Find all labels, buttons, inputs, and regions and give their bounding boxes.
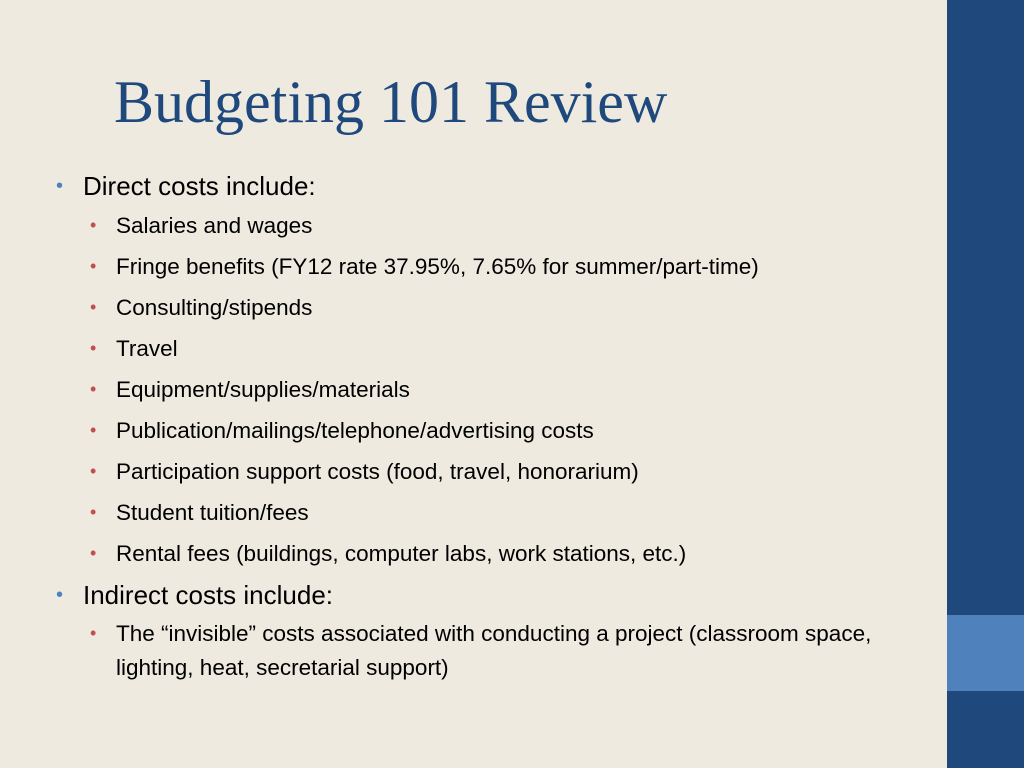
sub-bullet-consulting: [88, 290, 935, 326]
sub-bullet-invisible-costs: [88, 617, 926, 685]
sub-bullet-text: The “invisible” costs associated with conducting a project (classroom space, lighting, heat, secretarial support): [116, 621, 872, 680]
sub-bullet-text: Equipment/supplies/materials: [116, 377, 410, 402]
sub-bullet-text: Publication/mailings/telephone/advertising costs: [116, 418, 594, 443]
slide-title: Budgeting 101 Review: [114, 69, 668, 135]
sub-bullet-participation: [88, 454, 935, 490]
bullet-text: Indirect costs include:: [83, 580, 334, 610]
sub-bullet-rental: [88, 536, 935, 572]
sub-bullet-text: Travel: [116, 336, 178, 361]
bullet-icon: •: [56, 584, 64, 606]
bullet-icon: •: [90, 543, 97, 563]
sub-bullet-text: Fringe benefits (FY12 rate 37.95%, 7.65% for summer/part-time): [116, 254, 759, 279]
slide-content: [55, 168, 935, 690]
bullet-icon: •: [56, 175, 64, 197]
bullet-indirect-costs: [55, 577, 935, 613]
sub-bullet-text: Participation support costs (food, travel, honorarium): [116, 459, 639, 484]
bullet-icon: •: [90, 297, 97, 317]
bullet-icon: •: [90, 623, 97, 643]
sub-bullet-salaries: [88, 208, 935, 244]
sub-bullet-text: Consulting/stipends: [116, 295, 313, 320]
sub-bullet-fringe: [88, 249, 935, 285]
bullet-icon: •: [90, 256, 97, 276]
sub-bullet-text: Student tuition/fees: [116, 500, 309, 525]
sub-bullet-tuition: [88, 495, 935, 531]
bullet-icon: •: [90, 502, 97, 522]
bullet-icon: •: [90, 379, 97, 399]
bullet-icon: •: [90, 420, 97, 440]
sub-bullet-publication: [88, 413, 935, 449]
bullet-icon: •: [90, 338, 97, 358]
side-accent: [947, 615, 1024, 691]
bullet-direct-costs: [55, 168, 935, 204]
sub-bullet-text: Rental fees (buildings, computer labs, work stations, etc.): [116, 541, 687, 566]
sub-bullet-equipment: [88, 372, 935, 408]
bullet-icon: •: [90, 215, 97, 235]
bullet-icon: •: [90, 461, 97, 481]
sub-bullet-travel: [88, 331, 935, 367]
bullet-text: Direct costs include:: [83, 171, 316, 201]
sub-bullet-text: Salaries and wages: [116, 213, 313, 238]
